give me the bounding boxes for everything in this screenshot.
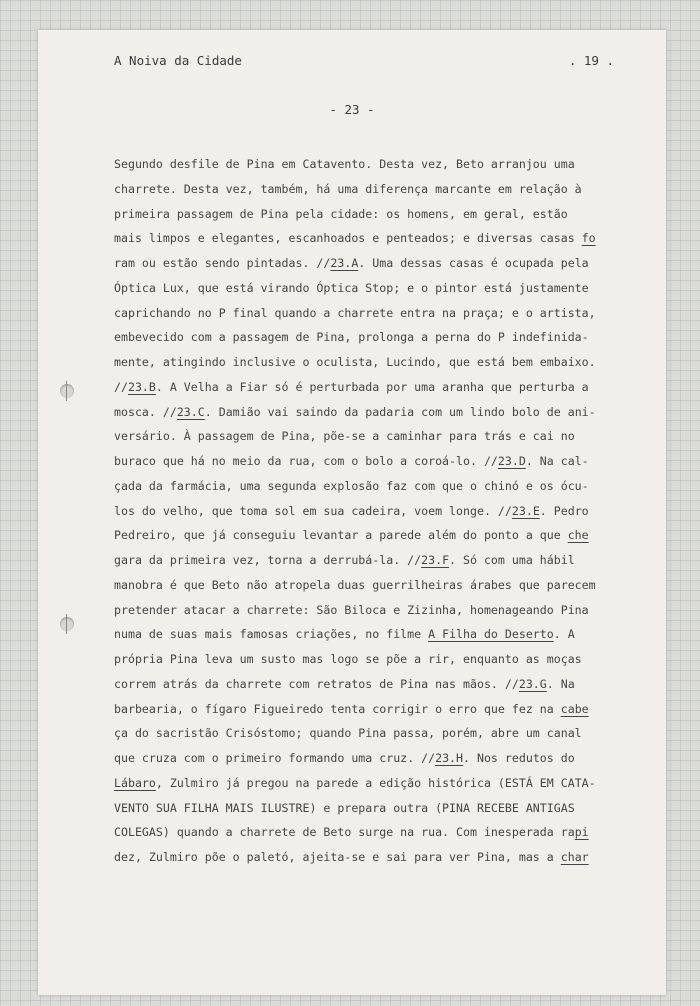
text-line: mosca. //23.C. Damião vai saindo da padaria com um lindo bolo de ani-	[114, 404, 596, 419]
text-line: mais limpos e elegantes, escanhoados e penteados; e diversas casas fo	[114, 231, 596, 246]
running-title: A Noiva da Cidade	[114, 53, 242, 68]
sheet-number: . 19 .	[568, 53, 614, 68]
text-line: pretender atacar a charrete: São Biloca e Zizinha, homenageando Pina	[114, 602, 589, 617]
text-line: charrete. Desta vez, também, há uma diferença marcante em relação à	[114, 181, 582, 196]
text-line: versário. À passagem de Pina, põe-se a caminhar para trás e cai no	[114, 429, 575, 444]
typewritten-page	[38, 30, 666, 995]
text-line: barbearia, o fígaro Figueiredo tenta corrigir o erro que fez na cabe	[114, 701, 589, 716]
text-line: Óptica Lux, que está virando Óptica Stop; e o pintor está justamente	[114, 280, 589, 295]
text-line: correm atrás da charrete com retratos de Pina nas mãos. //23.G. Na	[114, 676, 575, 691]
text-line: çada da farmácia, uma segunda explosão faz com que o chinó e os ócu-	[114, 478, 589, 493]
text-line: própria Pina leva um susto mas logo se põe a rir, enquanto as moças	[114, 652, 582, 666]
text-line: gara da primeira vez, torna a derrubá-la. //23.F. Só com uma hábil	[114, 553, 575, 567]
text-line: embevecido com a passagem de Pina, prolonga a perna do P indefinida-	[114, 330, 589, 345]
text-line: ram ou estão sendo pintadas. //23.A. Uma dessas casas é ocupada pela	[114, 256, 589, 270]
page-number: - 23 -	[329, 102, 375, 117]
text-line: caprichando no P final quando a charrete entra na praça; e o artista,	[114, 305, 596, 320]
text-line: los do velho, que toma sol em sua cadeira, voem longe. //23.E. Pedro	[114, 503, 589, 518]
punch-hole-lower	[60, 617, 74, 631]
text-line: manobra é que Beto não atropela duas guerrilheiras árabes que parecem	[114, 577, 596, 592]
punch-hole-upper	[60, 384, 74, 398]
text-line: primeira passagem de Pina pela cidade: os homens, em geral, estão	[114, 206, 568, 221]
text-line: dez, Zulmiro põe o paletó, ajeita-se e sai para ver Pina, mas a char	[114, 850, 589, 864]
text-line: que cruza com o primeiro formando uma cruz. //23.H. Nos redutos do	[114, 751, 575, 765]
text-line: VENTO SUA FILHA MAIS ILUSTRE) e prepara outra (PINA RECEBE ANTIGAS	[114, 800, 575, 815]
text-line: //23.B. A Velha a Fiar só é perturbada por uma aranha que perturba a	[114, 379, 589, 394]
body-text	[114, 152, 624, 870]
text-line: Pedreiro, que já conseguiu levantar a parede além do ponto a que che	[114, 528, 589, 543]
text-line: Lábaro, Zulmiro já pregou na parede a edição histórica (ESTÁ EM CATA-	[114, 775, 596, 790]
text-line: Segundo desfile de Pina em Catavento. Desta vez, Beto arranjou uma	[114, 157, 575, 171]
text-line: numa de suas mais famosas criações, no filme A Filha do Deserto. A	[114, 627, 575, 642]
text-line: mente, atingindo inclusive o oculista, Lucindo, que está bem embaixo.	[114, 355, 596, 369]
text-line: buraco que há no meio da rua, com o bolo a coroá-lo. //23.D. Na cal-	[114, 454, 589, 468]
text-line: ça do sacristão Crisóstomo; quando Pina passa, porém, abre um canal	[114, 726, 582, 741]
text-line: COLEGAS) quando a charrete de Beto surge na rua. Com inesperada rapi	[114, 825, 589, 840]
